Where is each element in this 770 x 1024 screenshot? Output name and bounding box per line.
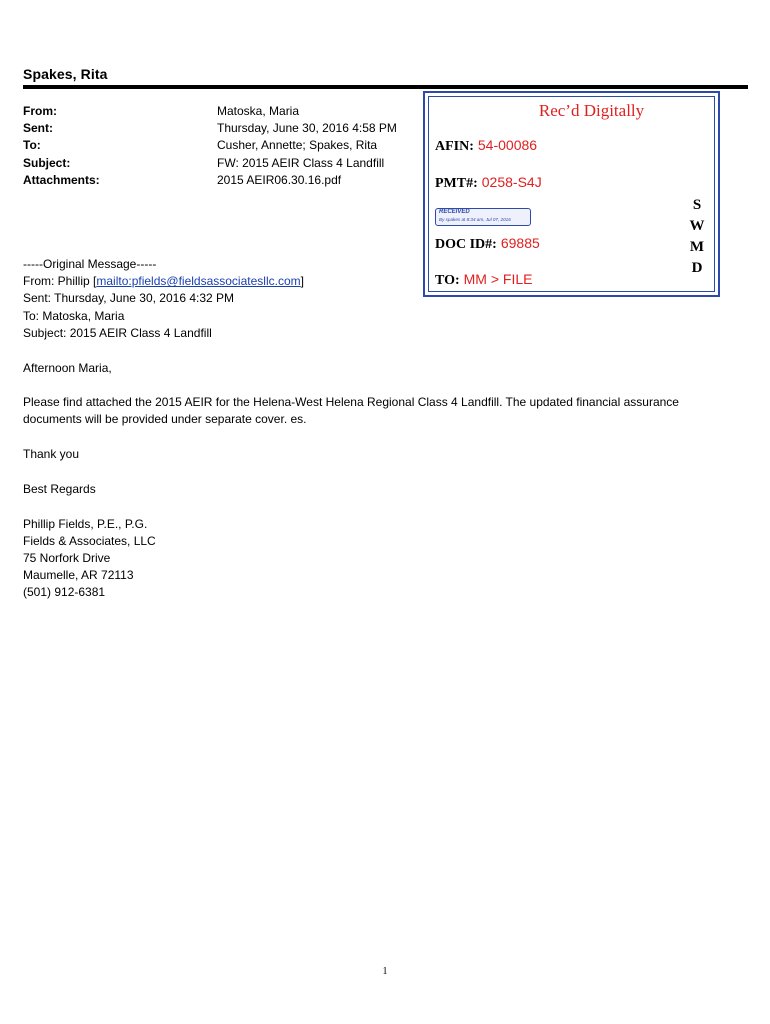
original-sent: Sent: Thursday, June 30, 2016 4:32 PM <box>23 291 235 306</box>
mailto-link[interactable]: mailto:pfields@fieldsassociatesllc.com <box>96 274 301 289</box>
afin-label: AFIN: <box>435 139 474 154</box>
signature-line: 75 Norfork Drive <box>23 550 111 565</box>
page-number: 1 <box>382 966 388 977</box>
dept-letter: D <box>691 260 703 276</box>
afin-value: 54-00086 <box>477 137 538 153</box>
header-label: From: <box>23 104 57 118</box>
original-to: To: Matoska, Maria <box>23 308 125 323</box>
original-from <box>23 273 713 290</box>
signature-line: Phillip Fields, P.E., P.G. <box>23 516 148 531</box>
body-line: Please find attached the 2015 AEIR for the Helena-West Helena Regional Class 4 Landfill. The updated financial assurance <box>23 395 679 410</box>
spacer <box>23 342 713 360</box>
dept-letter: M <box>689 239 705 255</box>
to-label: TO: <box>435 273 460 288</box>
pmt-label: PMT#: <box>435 176 478 191</box>
dept-letter: W <box>689 218 705 234</box>
spacer <box>23 377 713 395</box>
signature-line: (501) 912-6381 <box>23 585 106 600</box>
thanks: Thank you <box>23 447 80 462</box>
stamp-title: Rec’d Digitally <box>538 101 645 120</box>
header-value: Cusher, Annette; Spakes, Rita <box>217 138 378 153</box>
header-value: Thursday, June 30, 2016 4:58 PM <box>217 121 397 136</box>
closing: Best Regards <box>23 481 96 496</box>
spacer <box>23 498 713 516</box>
body-line: documents will be provided under separate cover. es. <box>23 412 307 427</box>
to-value: MM > FILE <box>463 271 533 287</box>
docid-value: 69885 <box>500 235 540 251</box>
stamp-docid <box>435 235 540 253</box>
mailbox-owner: Spakes, Rita <box>23 66 108 82</box>
received-detail: By spakes at 8:34 am, Jul 07, 2016 <box>439 217 511 222</box>
spacer <box>23 429 713 447</box>
attachment-filename[interactable]: 2015 AEIR06.30.16.pdf <box>217 172 342 187</box>
email-body <box>23 256 713 602</box>
dept-letter: S <box>692 197 702 213</box>
pmt-value: 0258-S4J <box>481 174 542 190</box>
original-from-suffix: ] <box>300 274 304 289</box>
header-label: Attachments: <box>23 172 100 187</box>
greeting: Afternoon Maria, <box>23 360 112 375</box>
received-title: RECEIVED <box>439 209 470 215</box>
stamp-pmt <box>435 174 542 192</box>
stamp-afin <box>435 137 537 155</box>
signature-line: Maumelle, AR 72113 <box>23 568 134 583</box>
original-subject: Subject: 2015 AEIR Class 4 Landfill <box>23 325 212 340</box>
header-label: To: <box>23 138 41 153</box>
header-label: Sent: <box>23 121 53 136</box>
header-rule <box>23 85 748 89</box>
docid-label: DOC ID#: <box>435 237 497 252</box>
spacer <box>23 463 713 481</box>
header-value: FW: 2015 AEIR Class 4 Landfill <box>217 155 385 170</box>
header-value: Matoska, Maria <box>217 104 300 118</box>
signature-line: Fields & Associates, LLC <box>23 533 156 548</box>
received-badge <box>435 208 531 226</box>
header-label: Subject: <box>23 155 71 170</box>
original-from-prefix: From: Phillip [ <box>23 274 97 289</box>
original-separator: -----Original Message----- <box>23 257 157 271</box>
